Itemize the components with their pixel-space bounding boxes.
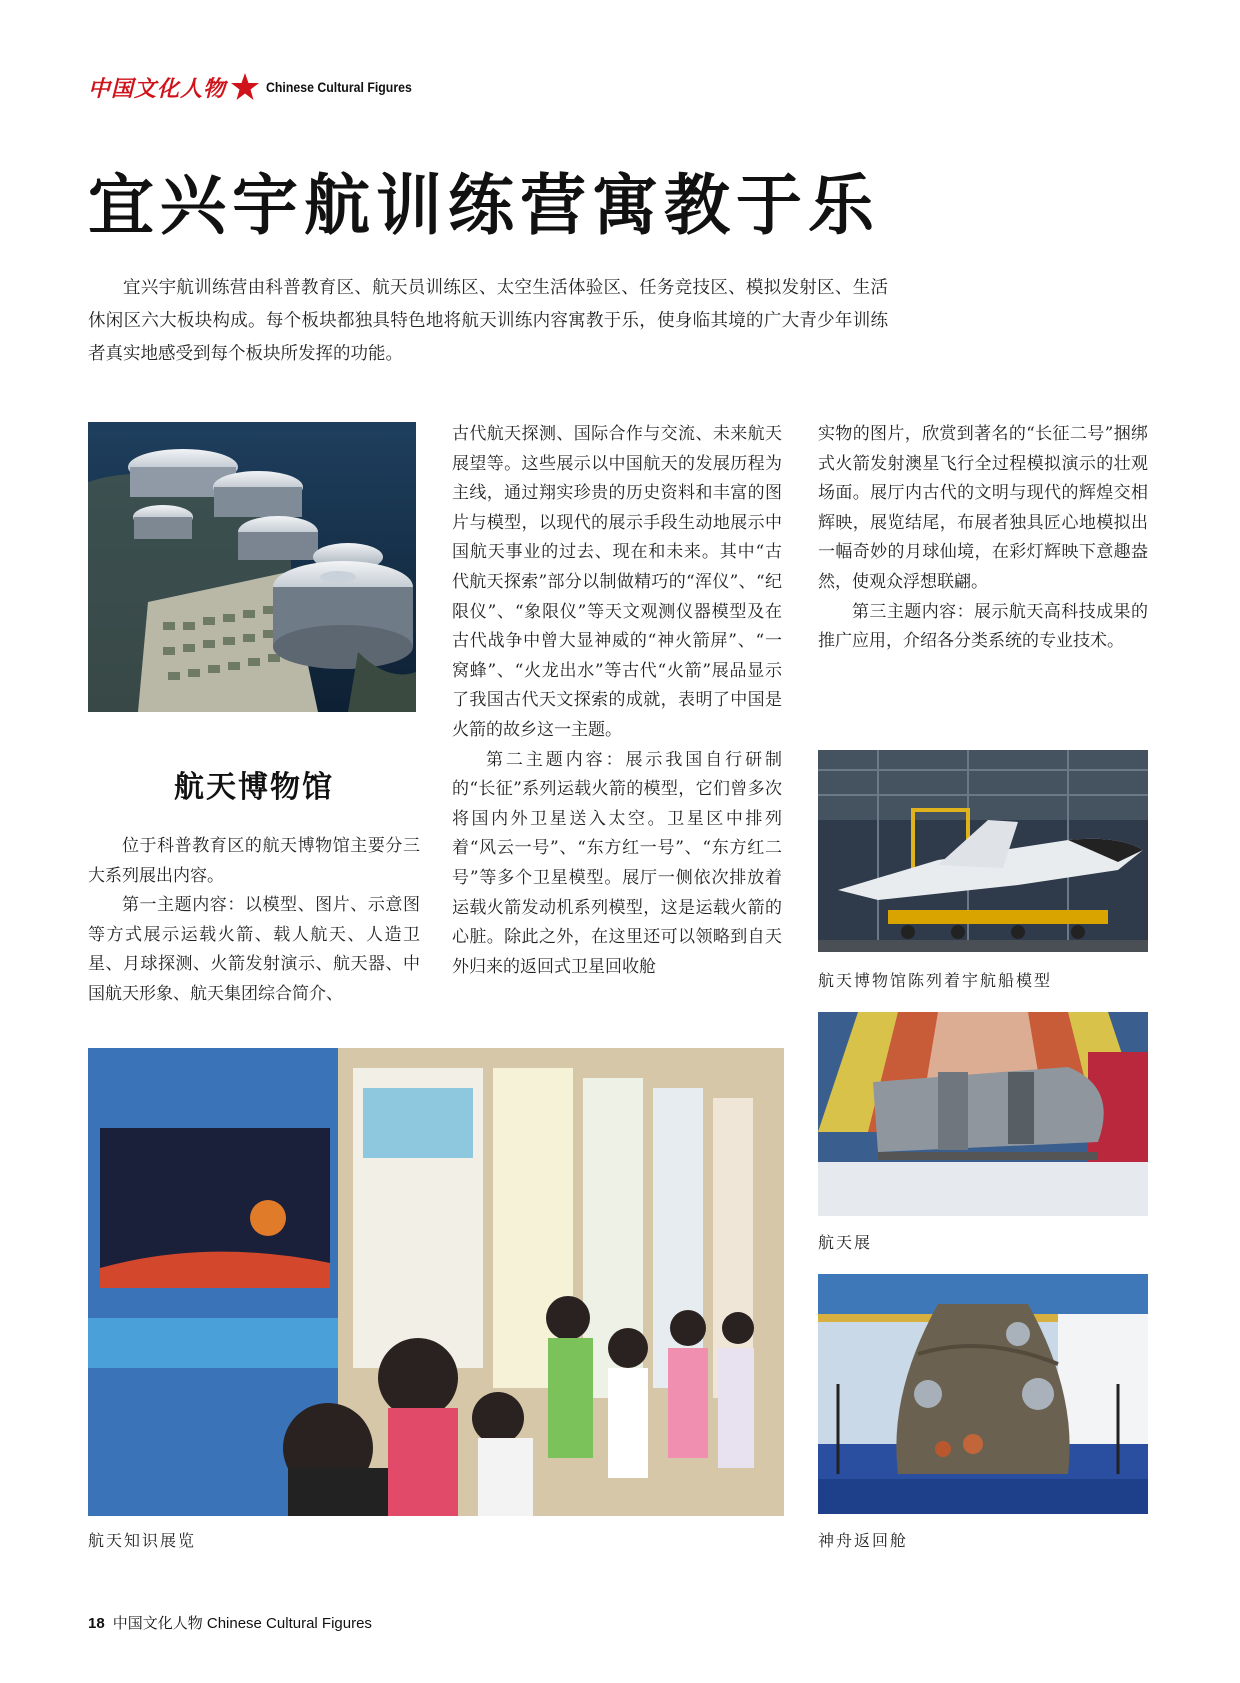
photo-caption: 神舟返回舱 [818, 1531, 909, 1550]
paragraph: 古代航天探测、国际合作与交流、未来航天展望等。这些展示以中国航天的发展历程为主线，通过翔实珍贵的历史资料和丰富的图片与模型，以现代的展示手段生动地展示中国航天事业的过去、现在和未来。其中“古代航天探索”部分以制做精巧的“浑仪”、“纪限仪”、“象限仪”等天文观测仪器模型及在古代战争中曾大显神威的“神火箭屏”、“一窝蜂”、“火龙出水”等古代“火箭”展品显示了我国古代天文探索的成就，表明了中国是火箭的故乡这一主题。 [452, 424, 782, 740]
article-intro: 宜兴宇航训练营由科普教育区、航天员训练区、太空生活体验区、任务竞技区、模拟发射区、生活休闲区六大板块构成。每个板块都独具特色地将航天训练内容寓教于乐，使身临其境的广大青少年训练者真实地感受到每个板块所发挥的功能。 [88, 278, 888, 364]
photo-caption: 航天展 [818, 1233, 873, 1252]
return-capsule-photo [818, 1274, 1148, 1514]
column-1 [88, 832, 420, 1010]
paragraph: 实物的图片，欣赏到著名的“长征二号”捆绑式火箭发射澳星飞行全过程模拟演示的壮观场面。展厅内古代的文明与现代的辉煌交相辉映，展览结尾，布展者独具匠心地模拟出一幅奇妙的月球仙境，在彩灯辉映下意趣盎然，使观众浮想联翩。 [818, 424, 1148, 592]
column-3 [818, 420, 1148, 657]
article-title: 宜兴宇航训练营寓教于乐 [88, 166, 880, 244]
photo-caption: 航天知识展览 [88, 1531, 197, 1550]
paragraph: 第一主题内容：以模型、图片、示意图等方式展示运载火箭、载人航天、人造卫星、月球探测、火箭发射演示、航天器、中国航天形象、航天集团综合简介、 [88, 895, 420, 1004]
aerial-museum-photo [88, 422, 416, 712]
masthead [88, 72, 432, 102]
paragraph: 第三主题内容：展示航天高科技成果的推广应用，介绍各分类系统的专业技术。 [818, 601, 1148, 652]
footer-text: 中国文化人物 Chinese Cultural Figures [112, 1615, 372, 1632]
photo-caption: 航天博物馆陈列着宇航船模型 [818, 971, 1053, 990]
paragraph: 位于科普教育区的航天博物馆主要分三大系列展出内容。 [88, 836, 420, 886]
spacecraft-module-photo [818, 1012, 1148, 1216]
section-title: 航天博物馆 [174, 770, 334, 805]
star-icon [230, 72, 260, 102]
space-shuttle-photo [818, 750, 1148, 952]
brand-chinese: 中国文化人物 [88, 75, 227, 102]
paragraph: 第二主题内容：展示我国自行研制的“长征”系列运载火箭的模型，它们曾多次将国内外卫星送入太空。卫星区中排列着“风云一号”、“东方红一号”、“东方红二号”等多个卫星模型。展厅一侧依次排放着运载火箭发动机系列模型，这是运载火箭的心脏。除此之外，在这里还可以领略到自天外归来的返回式卫星回收舱 [452, 749, 782, 977]
column-2 [452, 420, 782, 982]
brand-english: Chinese Cultural Figures [266, 79, 412, 95]
kids-exhibition-photo [88, 1048, 784, 1516]
page-number: 18 [88, 1615, 105, 1632]
page-footer [88, 1612, 372, 1633]
